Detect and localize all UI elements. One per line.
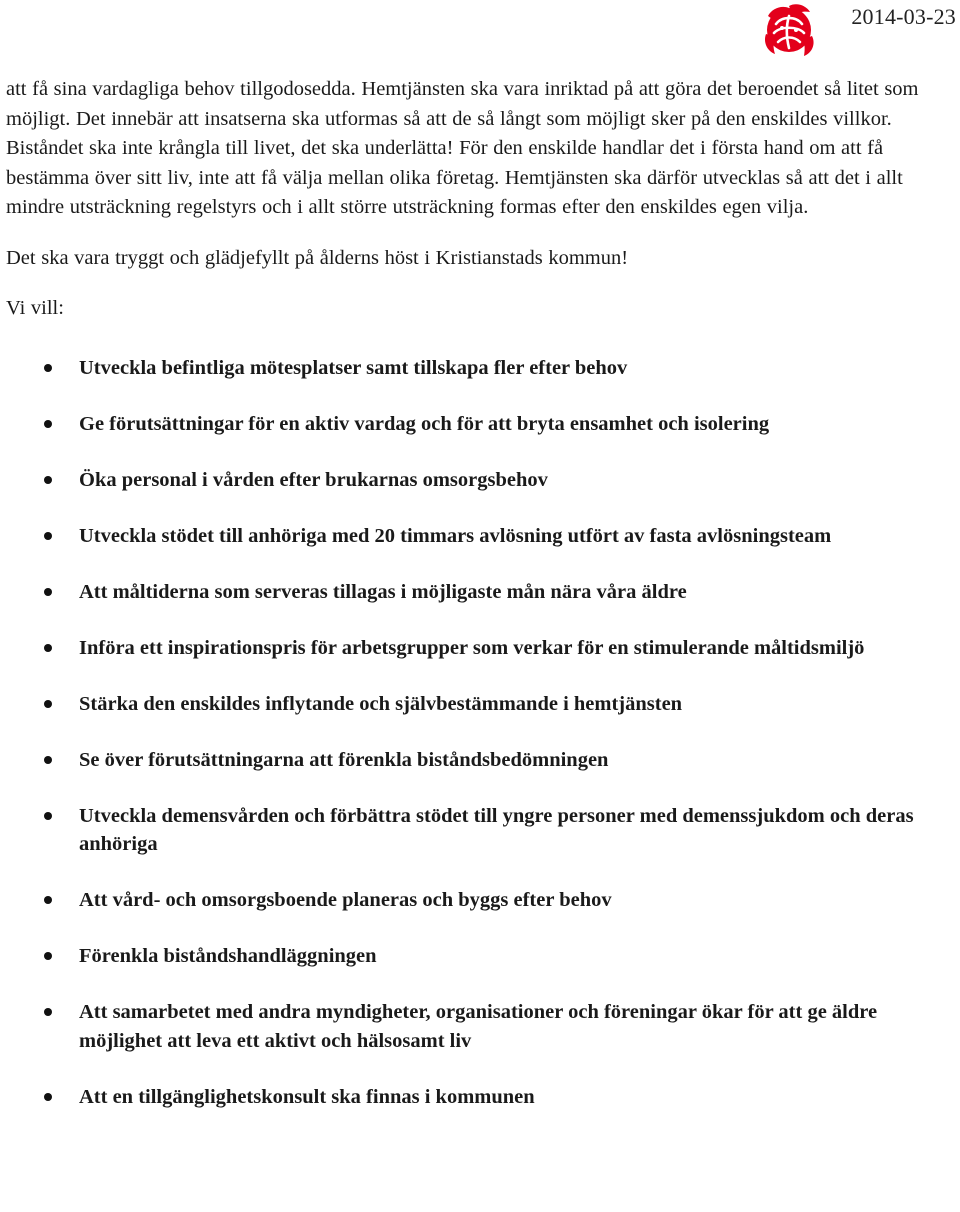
- list-item-text: Utveckla befintliga mötesplatser samt tillskapa fler efter behov: [79, 356, 628, 379]
- list-item: [6, 942, 954, 971]
- list-item-text: Att en tillgänglighetskonsult ska finnas i kommunen: [79, 1085, 535, 1108]
- list-item-text: Förenkla biståndshandläggningen: [79, 945, 377, 967]
- list-item: [6, 522, 954, 551]
- list-item: [6, 802, 954, 859]
- wants-heading: Vi vill:: [6, 297, 64, 319]
- bullet-icon: [44, 588, 52, 596]
- bullet-icon: [44, 812, 52, 820]
- list-item-text: Att måltiderna som serveras tillagas i möjligaste mån nära våra äldre: [79, 580, 687, 603]
- goals-list: [6, 354, 954, 1112]
- intro-paragraph: att få sina vardagliga behov tillgodosedda. Hemtjänsten ska vara inriktad på att göra det beroendet så litet som möjligt. Det innebär att insatserna ska utformas så att de så långt som möjligt sker på den enskildes villkor. Biståndet ska inte krångla till livet, det ska underlätta! För den enskilde handlar det i första hand om att få bestämma över sitt liv, inte att få välja mellan olika företag. Hemtjänsten ska därför utvecklas så att det i allt mindre utsträckning regelstyrs och i allt större utsträckning formas efter den enskildes egen vilja.: [6, 78, 919, 218]
- socialdemokraterna-rose-icon: [760, 2, 818, 58]
- list-item-text: Att samarbetet med andra myndigheter, organisationer och föreningar ökar för att ge äldre möjlighet att leva ett aktivt och hälsosamt liv: [79, 1001, 878, 1052]
- list-item: [6, 998, 954, 1055]
- list-item-text: Att vård- och omsorgsboende planeras och byggs efter behov: [79, 889, 612, 911]
- list-item: [6, 410, 954, 439]
- list-item-text: Se över förutsättningarna att förenkla biståndsbedömningen: [79, 748, 609, 771]
- bullet-icon: [44, 364, 52, 372]
- list-item: [6, 466, 954, 495]
- bullet-icon: [44, 644, 52, 652]
- list-item-text: Öka personal i vården efter brukarnas omsorgsbehov: [79, 468, 548, 491]
- bullet-icon: [44, 476, 52, 484]
- list-item: [6, 634, 954, 663]
- bullet-icon: [44, 1093, 52, 1101]
- bullet-icon: [44, 1008, 52, 1016]
- bullet-icon: [44, 756, 52, 764]
- list-item-text: Utveckla stödet till anhöriga med 20 timmars avlösning utfört av fasta avlösningsteam: [79, 524, 832, 547]
- list-item: [6, 1083, 954, 1112]
- list-item-text: Införa ett inspirationspris för arbetsgrupper som verkar för en stimulerande måltidsmiljö: [79, 636, 865, 659]
- list-item-text: Stärka den enskildes inflytande och självbestämmande i hemtjänsten: [79, 692, 683, 715]
- bullet-icon: [44, 952, 52, 960]
- list-item: [6, 746, 954, 775]
- list-item: [6, 690, 954, 719]
- document-body: [6, 75, 954, 1139]
- list-item-text: Ge förutsättningar för en aktiv vardag och för att bryta ensamhet och isolering: [79, 412, 770, 435]
- document-date: 2014-03-23: [851, 4, 956, 29]
- list-item: [6, 354, 954, 383]
- bullet-icon: [44, 420, 52, 428]
- list-item: [6, 578, 954, 607]
- closing-statement: Det ska vara tryggt och glädjefyllt på ålderns höst i Kristianstads kommun!: [6, 246, 629, 269]
- list-item: [6, 886, 954, 915]
- list-item-text: Utveckla demensvården och förbättra stödet till yngre personer med demenssjukdom och deras anhöriga: [79, 804, 914, 855]
- bullet-icon: [44, 532, 52, 540]
- page-header: [0, 0, 960, 60]
- bullet-icon: [44, 896, 52, 904]
- bullet-icon: [44, 700, 52, 708]
